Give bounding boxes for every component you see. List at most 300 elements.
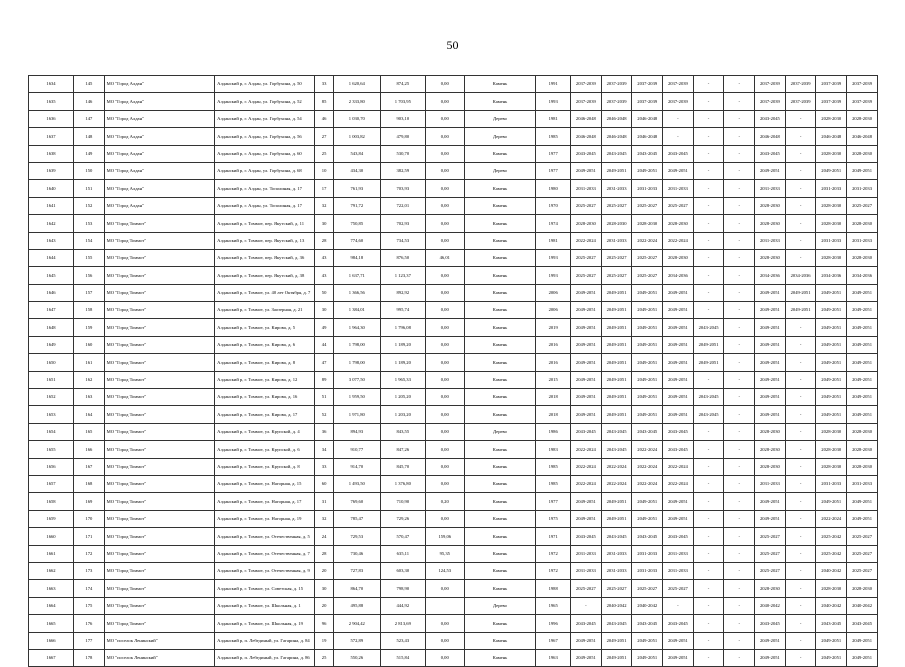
cell-term-9: 2049-2051	[816, 319, 847, 336]
table-row	[29, 493, 878, 510]
cell-term-4: 2037-2039	[663, 93, 694, 110]
cell-address: Алданский р, г. Алдан, ул. Горбухина, д. 52	[215, 93, 315, 110]
cell-term-3: 2049-2051	[632, 302, 663, 319]
cell-term-4: 2049-2051	[663, 406, 694, 423]
cell-wall-material: Камень	[464, 371, 536, 388]
cell-build-year: 2016	[536, 336, 571, 353]
cell-term-1: 2049-2051	[571, 162, 602, 179]
cell-row-number: 1652	[29, 389, 74, 406]
cell-build-year: 1974	[536, 215, 571, 232]
cell-term-4: 2022-2024	[663, 475, 694, 492]
cell-term-7: 2028-2030	[755, 458, 786, 475]
cell-term-4: 2049-2051	[663, 319, 694, 336]
cell-row-number: 1665	[29, 615, 74, 632]
cell-term-8: -	[785, 389, 816, 406]
cell-term-1: 2049-2051	[571, 319, 602, 336]
cell-build-year: 1971	[536, 528, 571, 545]
cell-term-5: -	[693, 267, 724, 284]
cell-term-7: 2025-2027	[755, 545, 786, 562]
cell-build-year: 1963	[536, 649, 571, 666]
cell-wall-material: Камень	[464, 284, 536, 301]
cell-term-1: 2043-2045	[571, 423, 602, 440]
cell-term-6: -	[724, 215, 755, 232]
cell-object-number: 164	[74, 406, 105, 423]
cell-total-area: 1 959,50	[333, 389, 380, 406]
cell-row-number: 1635	[29, 93, 74, 110]
cell-term-10: 2031-2033	[847, 232, 878, 249]
table-row	[29, 162, 878, 179]
cell-term-7: 2049-2051	[755, 510, 786, 527]
cell-living-area: 523,43	[380, 632, 425, 649]
cell-total-area: 1 971,80	[333, 406, 380, 423]
cell-term-7: 2049-2051	[755, 406, 786, 423]
cell-row-number: 1663	[29, 580, 74, 597]
cell-term-10: 2049-2051	[847, 632, 878, 649]
cell-nonliving-area: 0,00	[425, 93, 464, 110]
cell-row-number: 1656	[29, 458, 74, 475]
table-row	[29, 597, 878, 614]
cell-municipality: МО "Город Томмот"	[104, 249, 214, 266]
cell-row-number: 1638	[29, 145, 74, 162]
cell-term-7: 2049-2051	[755, 389, 786, 406]
cell-apartments: 24	[315, 528, 333, 545]
cell-living-area: 847,26	[380, 441, 425, 458]
cell-term-3: 2022-2024	[632, 475, 663, 492]
cell-term-10: 2028-2030	[847, 441, 878, 458]
cell-term-10: 2037-2039	[847, 76, 878, 93]
cell-term-6: -	[724, 493, 755, 510]
cell-living-area: 382,59	[380, 162, 425, 179]
cell-term-5: 2043-2045	[693, 319, 724, 336]
cell-term-6: -	[724, 180, 755, 197]
cell-term-2: 2025-2027	[601, 267, 632, 284]
cell-term-5: -	[693, 93, 724, 110]
cell-term-5: -	[693, 110, 724, 127]
cell-object-number: 160	[74, 336, 105, 353]
cell-term-7: 2049-2051	[755, 319, 786, 336]
cell-term-9: 2049-2051	[816, 371, 847, 388]
cell-term-8: 2049-2051	[785, 284, 816, 301]
cell-nonliving-area: 0,00	[425, 215, 464, 232]
cell-object-number: 154	[74, 232, 105, 249]
cell-term-5: -	[693, 128, 724, 145]
cell-municipality: МО "Город Томмот"	[104, 510, 214, 527]
table-row	[29, 354, 878, 371]
cell-address: Алданский р, г. Томмот, ул. Кирова, д. 8	[215, 354, 315, 371]
cell-term-3: 2049-2051	[632, 354, 663, 371]
cell-object-number: 149	[74, 145, 105, 162]
cell-term-9: 2046-2048	[816, 128, 847, 145]
cell-build-year: 1985	[536, 458, 571, 475]
cell-term-4: 2028-2030	[663, 215, 694, 232]
cell-term-10: 2049-2051	[847, 493, 878, 510]
cell-wall-material: Камень	[464, 180, 536, 197]
cell-living-area: 1 189,20	[380, 354, 425, 371]
cell-term-4: 2049-2051	[663, 493, 694, 510]
cell-nonliving-area: 0,00	[425, 406, 464, 423]
cell-term-8: -	[785, 493, 816, 510]
cell-living-area: 729,26	[380, 510, 425, 527]
cell-term-8: -	[785, 249, 816, 266]
cell-term-2: 2028-2030	[601, 215, 632, 232]
cell-object-number: 150	[74, 162, 105, 179]
cell-apartments: 10	[315, 162, 333, 179]
cell-total-area: 914,70	[333, 458, 380, 475]
cell-row-number: 1648	[29, 319, 74, 336]
cell-term-9: 2028-2030	[816, 197, 847, 214]
cell-term-7: 2049-2051	[755, 371, 786, 388]
cell-term-3: 2037-2039	[632, 76, 663, 93]
cell-term-4: 2037-2039	[663, 76, 694, 93]
cell-term-6: -	[724, 649, 755, 666]
cell-apartments: 25	[315, 649, 333, 666]
cell-apartments: 52	[315, 406, 333, 423]
cell-row-number: 1642	[29, 215, 74, 232]
cell-apartments: 89	[315, 371, 333, 388]
cell-term-5: -	[693, 197, 724, 214]
cell-term-3: 2022-2024	[632, 441, 663, 458]
cell-term-2: 2049-2051	[601, 336, 632, 353]
table-row	[29, 110, 878, 127]
cell-living-area: 798,90	[380, 580, 425, 597]
cell-term-8: 2037-2039	[785, 93, 816, 110]
cell-row-number: 1662	[29, 562, 74, 579]
cell-term-10: 2049-2051	[847, 319, 878, 336]
cell-term-2: 2049-2051	[601, 510, 632, 527]
cell-total-area: 2 904,42	[333, 615, 380, 632]
table-row	[29, 145, 878, 162]
cell-address: Алданский р, г. Томмот, ул. Заозерная, д. 21	[215, 302, 315, 319]
cell-term-1: 2049-2051	[571, 354, 602, 371]
cell-term-6: -	[724, 510, 755, 527]
cell-row-number: 1661	[29, 545, 74, 562]
cell-term-2: 2049-2051	[601, 649, 632, 666]
cell-term-2: 2043-2045	[601, 528, 632, 545]
cell-term-10: 2025-2027	[847, 528, 878, 545]
cell-term-2: 2049-2051	[601, 632, 632, 649]
cell-term-5: -	[693, 249, 724, 266]
cell-term-9: 2028-2030	[816, 441, 847, 458]
cell-row-number: 1645	[29, 267, 74, 284]
cell-municipality: МО "Город Томмот"	[104, 441, 214, 458]
cell-municipality: МО "Город Алдан"	[104, 76, 214, 93]
cell-living-area: 702,93	[380, 215, 425, 232]
cell-term-7: 2049-2051	[755, 632, 786, 649]
cell-apartments: 20	[315, 597, 333, 614]
cell-municipality: МО "Город Томмот"	[104, 232, 214, 249]
cell-address: Алданский р, г. Томмот, пер. Якутский, д. 13	[215, 232, 315, 249]
cell-object-number: 176	[74, 615, 105, 632]
cell-address: Алданский р, п. Лебединый, ул. Гагарина, д. 86	[215, 649, 315, 666]
cell-term-8: -	[785, 128, 816, 145]
cell-apartments: 30	[315, 215, 333, 232]
cell-row-number: 1639	[29, 162, 74, 179]
cell-row-number: 1637	[29, 128, 74, 145]
cell-term-9: 2028-2030	[816, 145, 847, 162]
cell-nonliving-area: 46,01	[425, 249, 464, 266]
cell-living-area: 570,47	[380, 528, 425, 545]
cell-apartments: 33	[315, 458, 333, 475]
cell-term-9: 2040-2042	[816, 597, 847, 614]
cell-term-3: 2049-2051	[632, 284, 663, 301]
cell-nonliving-area: 0,00	[425, 232, 464, 249]
cell-build-year: 1970	[536, 197, 571, 214]
cell-term-1: 2049-2051	[571, 632, 602, 649]
cell-build-year: 2018	[536, 389, 571, 406]
cell-build-year: 1980	[536, 180, 571, 197]
cell-address: Алданский р, г. Алдан, ул. Горбухина, д. 50	[215, 76, 315, 93]
cell-build-year: 2018	[536, 406, 571, 423]
cell-address: Алданский р, г. Алдан, ул. Горбухина, д. 60	[215, 145, 315, 162]
cell-term-2: 2022-2024	[601, 458, 632, 475]
cell-term-9: 2028-2030	[816, 215, 847, 232]
cell-municipality: МО "Город Томмот"	[104, 267, 214, 284]
table-row	[29, 249, 878, 266]
cell-term-6: -	[724, 162, 755, 179]
cell-living-area: 703,93	[380, 180, 425, 197]
cell-term-10: 2028-2030	[847, 110, 878, 127]
cell-term-4: 2025-2027	[663, 197, 694, 214]
cell-term-5: -	[693, 649, 724, 666]
cell-apartments: 43	[315, 249, 333, 266]
cell-living-area: 876,50	[380, 249, 425, 266]
cell-build-year: 1993	[536, 267, 571, 284]
cell-apartments: 25	[315, 145, 333, 162]
cell-term-9: 2049-2051	[816, 284, 847, 301]
cell-term-4: 2031-2033	[663, 180, 694, 197]
cell-apartments: 51	[315, 389, 333, 406]
cell-term-9: 2028-2030	[816, 580, 847, 597]
cell-wall-material: Камень	[464, 302, 536, 319]
cell-term-3: 2040-2042	[632, 597, 663, 614]
cell-address: Алданский р, г. Алдан, ул. Горбухина, д. 68	[215, 162, 315, 179]
cell-row-number: 1646	[29, 284, 74, 301]
cell-municipality: МО "поселок Ленинский"	[104, 649, 214, 666]
cell-term-6: -	[724, 145, 755, 162]
cell-apartments: 46	[315, 110, 333, 127]
cell-term-5: -	[693, 632, 724, 649]
cell-term-3: 2049-2051	[632, 649, 663, 666]
cell-row-number: 1660	[29, 528, 74, 545]
cell-term-3: 2049-2051	[632, 319, 663, 336]
cell-municipality: МО "Город Томмот"	[104, 371, 214, 388]
cell-term-10: 2031-2033	[847, 475, 878, 492]
cell-term-2: 2040-2042	[601, 597, 632, 614]
cell-living-area: 1 123,37	[380, 267, 425, 284]
cell-term-4: 2049-2051	[663, 510, 694, 527]
cell-row-number: 1649	[29, 336, 74, 353]
cell-term-3: 2025-2027	[632, 267, 663, 284]
cell-term-6: -	[724, 615, 755, 632]
cell-term-10: 2049-2051	[847, 371, 878, 388]
cell-wall-material: Камень	[464, 580, 536, 597]
cell-term-4: 2022-2024	[663, 232, 694, 249]
cell-build-year: 1991	[536, 76, 571, 93]
cell-wall-material: Камень	[464, 615, 536, 632]
cell-object-number: 168	[74, 475, 105, 492]
cell-term-3: 2031-2033	[632, 545, 663, 562]
cell-term-1: 2046-2048	[571, 128, 602, 145]
cell-municipality: МО "Город Томмот"	[104, 493, 214, 510]
cell-term-1: 2049-2051	[571, 510, 602, 527]
table-row	[29, 406, 878, 423]
cell-term-6: -	[724, 562, 755, 579]
cell-object-number: 171	[74, 528, 105, 545]
cell-term-1: 2031-2033	[571, 562, 602, 579]
cell-object-number: 178	[74, 649, 105, 666]
cell-term-3: 2043-2045	[632, 145, 663, 162]
cell-term-5: -	[693, 302, 724, 319]
cell-living-area: 530,70	[380, 145, 425, 162]
cell-term-4: 2049-2051	[663, 302, 694, 319]
cell-municipality: МО "Город Алдан"	[104, 197, 214, 214]
cell-address: Алданский р, г. Томмот, ул. Крупской, д. 4	[215, 423, 315, 440]
cell-term-5: 2043-2045	[693, 389, 724, 406]
cell-total-area: 1 003,82	[333, 128, 380, 145]
cell-term-1: 2046-2048	[571, 110, 602, 127]
cell-term-7: 2043-2045	[755, 145, 786, 162]
cell-term-2: 2049-2051	[601, 284, 632, 301]
cell-term-5: -	[693, 597, 724, 614]
cell-living-area: 603,30	[380, 562, 425, 579]
cell-term-2: 2031-2033	[601, 232, 632, 249]
cell-term-8: -	[785, 458, 816, 475]
cell-term-4: 2049-2051	[663, 354, 694, 371]
cell-term-8: -	[785, 510, 816, 527]
cell-total-area: 1 493,50	[333, 475, 380, 492]
cell-apartments: 44	[315, 336, 333, 353]
cell-term-6: -	[724, 389, 755, 406]
cell-apartments: 20	[315, 562, 333, 579]
cell-address: Алданский р, г. Алдан, ул. Тополиная, д. 17	[215, 197, 315, 214]
cell-nonliving-area: 124,53	[425, 562, 464, 579]
cell-total-area: 894,93	[333, 423, 380, 440]
cell-address: Алданский р, п. Лебединый, ул. Гагарина, д. 84	[215, 632, 315, 649]
cell-term-4: 2043-2045	[663, 145, 694, 162]
cell-total-area: 572,89	[333, 632, 380, 649]
cell-term-8: -	[785, 180, 816, 197]
cell-term-1: 2043-2045	[571, 528, 602, 545]
cell-term-4: 2043-2045	[663, 528, 694, 545]
cell-term-3: 2049-2051	[632, 510, 663, 527]
cell-nonliving-area: 0,00	[425, 389, 464, 406]
cell-wall-material: Камень	[464, 406, 536, 423]
cell-object-number: 158	[74, 302, 105, 319]
cell-term-2: 2046-2048	[601, 110, 632, 127]
cell-wall-material: Камень	[464, 354, 536, 371]
cell-term-3: 2046-2048	[632, 110, 663, 127]
cell-term-6: -	[724, 528, 755, 545]
cell-term-5: -	[693, 423, 724, 440]
cell-total-area: 761,93	[333, 180, 380, 197]
cell-wall-material: Камень	[464, 632, 536, 649]
cell-term-7: 2034-2036	[755, 267, 786, 284]
cell-term-8: -	[785, 336, 816, 353]
cell-address: Алданский р, г. Томмот, ул. Отечественная, д. 7	[215, 545, 315, 562]
cell-wall-material: Камень	[464, 493, 536, 510]
cell-term-7: 2043-2045	[755, 615, 786, 632]
cell-total-area: 550,26	[333, 649, 380, 666]
cell-row-number: 1664	[29, 597, 74, 614]
cell-term-7: 2049-2051	[755, 354, 786, 371]
cell-term-6: -	[724, 580, 755, 597]
cell-term-2: 2049-2051	[601, 406, 632, 423]
cell-term-10: 2028-2030	[847, 215, 878, 232]
cell-term-3: 2025-2027	[632, 249, 663, 266]
cell-living-area: 444,92	[380, 597, 425, 614]
cell-address: Алданский р, г. Томмот, ул. Нагорная, д. 17	[215, 493, 315, 510]
cell-build-year: 1977	[536, 162, 571, 179]
cell-term-2: 2037-2039	[601, 93, 632, 110]
cell-living-area: 722,01	[380, 197, 425, 214]
cell-term-10: 2049-2051	[847, 284, 878, 301]
cell-apartments: 19	[315, 632, 333, 649]
cell-term-2: 2043-2045	[601, 423, 632, 440]
table-row	[29, 649, 878, 666]
table-row	[29, 615, 878, 632]
cell-term-7: 2025-2027	[755, 528, 786, 545]
cell-row-number: 1667	[29, 649, 74, 666]
cell-row-number: 1657	[29, 475, 74, 492]
cell-object-number: 175	[74, 597, 105, 614]
cell-municipality: МО "Город Алдан"	[104, 162, 214, 179]
cell-term-4: 2031-2033	[663, 545, 694, 562]
cell-term-1: 2049-2051	[571, 406, 602, 423]
cell-term-10: 2049-2051	[847, 354, 878, 371]
cell-term-7: 2031-2033	[755, 475, 786, 492]
cell-living-area: 1 203,20	[380, 406, 425, 423]
cell-build-year: 2006	[536, 284, 571, 301]
cell-term-8: -	[785, 110, 816, 127]
cell-term-2: 2022-2024	[601, 475, 632, 492]
cell-term-8: -	[785, 615, 816, 632]
cell-term-2: 2031-2033	[601, 180, 632, 197]
cell-nonliving-area: 0,00	[425, 510, 464, 527]
cell-object-number: 146	[74, 93, 105, 110]
cell-term-4: 2022-2024	[663, 458, 694, 475]
cell-object-number: 159	[74, 319, 105, 336]
cell-address: Алданский р, г. Томмот, ул. Отечественная, д. 5	[215, 528, 315, 545]
cell-term-9: 2031-2033	[816, 232, 847, 249]
cell-nonliving-area: 0,00	[425, 336, 464, 353]
cell-term-9: 2037-2039	[816, 76, 847, 93]
cell-term-9: 2049-2051	[816, 302, 847, 319]
cell-term-2: 2031-2033	[601, 545, 632, 562]
cell-object-number: 165	[74, 423, 105, 440]
table-row	[29, 389, 878, 406]
cell-term-7: 2040-2042	[755, 597, 786, 614]
cell-build-year: 1967	[536, 632, 571, 649]
cell-object-number: 174	[74, 580, 105, 597]
cell-term-7: 2037-2039	[755, 93, 786, 110]
cell-term-4: 2031-2033	[663, 562, 694, 579]
cell-term-7: 2049-2051	[755, 336, 786, 353]
cell-municipality: МО "Город Томмот"	[104, 284, 214, 301]
cell-build-year: 1996	[536, 615, 571, 632]
cell-living-area: 515,84	[380, 649, 425, 666]
cell-term-7: 2049-2051	[755, 302, 786, 319]
cell-apartments: 49	[315, 319, 333, 336]
cell-wall-material: Камень	[464, 649, 536, 666]
cell-term-2: 2049-2051	[601, 354, 632, 371]
table-row	[29, 510, 878, 527]
cell-term-6: -	[724, 475, 755, 492]
cell-wall-material: Дерево	[464, 128, 536, 145]
cell-wall-material: Дерево	[464, 597, 536, 614]
cell-apartments: 50	[315, 284, 333, 301]
cell-term-8: -	[785, 632, 816, 649]
cell-living-area: 2 813,69	[380, 615, 425, 632]
